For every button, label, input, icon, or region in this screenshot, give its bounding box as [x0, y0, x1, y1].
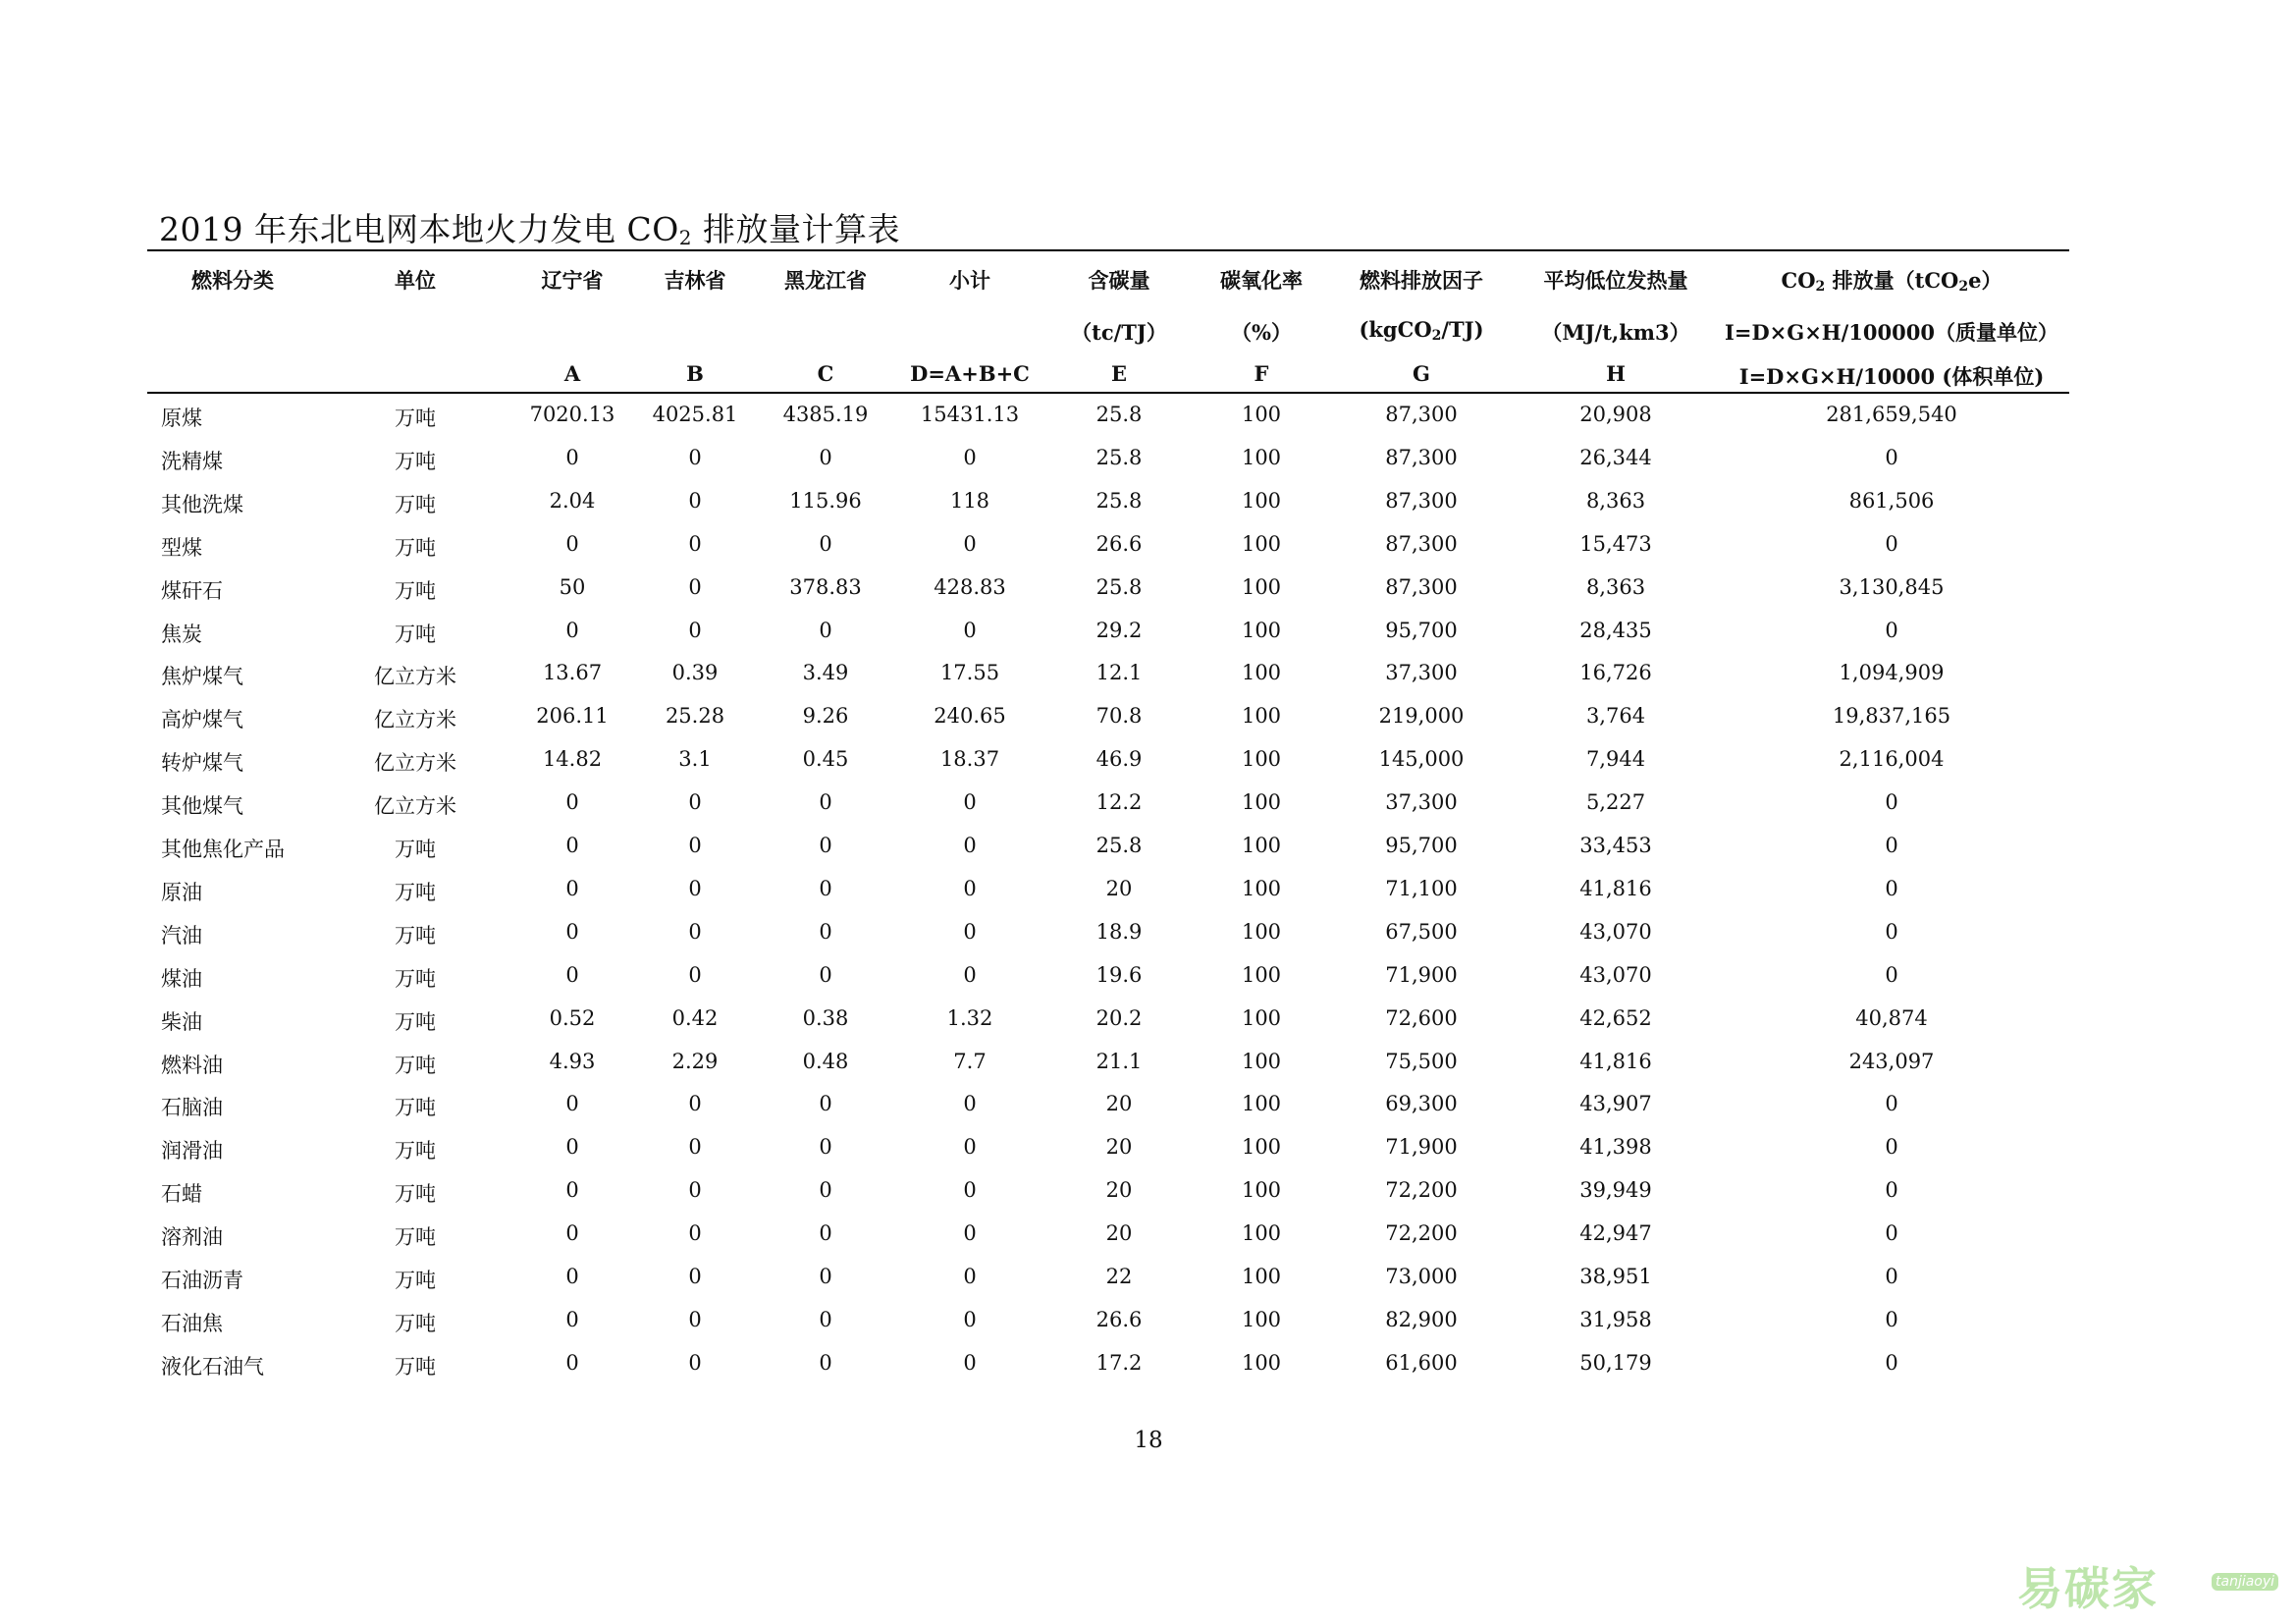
table-cell: 0.48	[802, 1050, 849, 1073]
header-text: e）	[1968, 268, 2002, 293]
table-cell: 25.8	[1095, 403, 1143, 426]
table-cell: 0	[688, 790, 702, 814]
table-cell: 0	[819, 1308, 832, 1331]
table-cell: 万吨	[395, 493, 436, 516]
table-cell: 0	[1885, 1178, 1898, 1202]
table-cell: 万吨	[395, 1269, 436, 1292]
header-cell: （tc/TJ）	[1071, 320, 1167, 345]
header-text: 排放量（tCO	[1825, 268, 1959, 293]
table-cell: 0	[963, 877, 977, 900]
header-cell: 燃料排放因子	[1360, 268, 1483, 293]
table-cell: 0	[1885, 1351, 1898, 1375]
table-cell: 72,200	[1385, 1178, 1458, 1202]
table-cell: 39,949	[1579, 1178, 1652, 1202]
table-cell: 43,907	[1579, 1092, 1652, 1115]
table-cell: 15431.13	[920, 403, 1020, 426]
header-text: 2	[1815, 279, 1826, 295]
table-cell: 25.8	[1095, 575, 1143, 599]
table-cell: 0	[688, 920, 702, 944]
table-cell: 67,500	[1385, 920, 1458, 944]
table-cell: 25.8	[1095, 834, 1143, 857]
table-cell: 25.8	[1095, 446, 1143, 469]
table-cell: 38,951	[1579, 1265, 1652, 1288]
table-cell: 5,227	[1585, 790, 1646, 814]
fuel-type-cell: 石油沥青	[161, 1269, 243, 1292]
fuel-type-cell: 煤油	[161, 967, 202, 991]
table-cell: 0	[1885, 834, 1898, 857]
table-cell: 0	[565, 834, 579, 857]
table-cell: 69,300	[1385, 1092, 1458, 1115]
fuel-type-cell: 石蜡	[161, 1182, 202, 1206]
table-cell: 12.1	[1095, 661, 1143, 684]
fuel-type-cell: 燃料油	[161, 1054, 223, 1077]
table-cell: 0.45	[802, 747, 849, 771]
table-cell: 100	[1241, 1351, 1282, 1375]
table-cell: 0	[565, 1265, 579, 1288]
table-cell: 亿立方米	[374, 794, 456, 818]
fuel-type-cell: 汽油	[161, 924, 202, 947]
table-cell: 145,000	[1378, 747, 1465, 771]
table-cell: 0	[819, 963, 832, 987]
fuel-type-cell: 原煤	[161, 406, 202, 430]
table-cell: 14.82	[542, 747, 603, 771]
table-cell: 25.28	[665, 704, 725, 728]
table-cell: 87,300	[1385, 575, 1458, 599]
table-cell: 72,200	[1385, 1221, 1458, 1245]
table-cell: 1.32	[946, 1006, 993, 1030]
table-cell: 378.83	[789, 575, 862, 599]
table-cell: 26.6	[1095, 532, 1143, 556]
table-cell: 12.2	[1095, 790, 1143, 814]
table-cell: 0	[1885, 790, 1898, 814]
table-cell: 100	[1241, 1092, 1282, 1115]
table-cell: 100	[1241, 661, 1282, 684]
table-cell: 70.8	[1095, 704, 1143, 728]
fuel-type-cell: 转炉煤气	[161, 751, 243, 775]
table-cell: 0	[819, 1265, 832, 1288]
fuel-type-cell: 其他洗煤	[161, 493, 243, 516]
table-cell: 0	[688, 834, 702, 857]
table-cell: 1,094,909	[1839, 661, 1945, 684]
table-cell: 0	[565, 877, 579, 900]
table-cell: 19,837,165	[1832, 704, 1951, 728]
table-cell: 0	[688, 877, 702, 900]
fuel-type-cell: 其他焦化产品	[161, 838, 285, 861]
table-cell: 0	[963, 1178, 977, 1202]
table-top-rule	[147, 249, 2069, 251]
table-cell: 0	[963, 532, 977, 556]
table-cell: 100	[1241, 403, 1282, 426]
table-cell: 0	[565, 1092, 579, 1115]
table-cell: 61,600	[1385, 1351, 1458, 1375]
table-cell: 0	[963, 1265, 977, 1288]
header-cell: 平均低位发热量	[1543, 268, 1688, 293]
table-cell: 0	[1885, 619, 1898, 642]
table-cell: 29.2	[1095, 619, 1143, 642]
header-cell: A	[563, 361, 581, 386]
table-cell: 95,700	[1385, 619, 1458, 642]
header-cell: 碳氧化率	[1220, 268, 1303, 293]
table-cell: 0	[963, 790, 977, 814]
header-cell: 黑龙江省	[784, 268, 867, 293]
header-cell: B	[686, 361, 704, 386]
table-cell: 0	[819, 1351, 832, 1375]
fuel-type-cell: 其他煤气	[161, 794, 243, 818]
table-cell: 20	[1105, 1092, 1133, 1115]
table-cell: 0	[688, 1221, 702, 1245]
table-cell: 20	[1105, 1178, 1133, 1202]
header-text: /TJ)	[1441, 317, 1484, 342]
table-cell: 100	[1241, 619, 1282, 642]
table-cell: 万吨	[395, 924, 436, 947]
table-cell: 87,300	[1385, 446, 1458, 469]
table-cell: 20	[1105, 1221, 1133, 1245]
table-cell: 18.9	[1095, 920, 1143, 944]
table-cell: 0	[819, 1221, 832, 1245]
table-cell: 0	[1885, 446, 1898, 469]
table-cell: 0	[688, 619, 702, 642]
table-cell: 87,300	[1385, 532, 1458, 556]
table-cell: 0	[819, 1135, 832, 1159]
table-cell: 2.04	[549, 489, 596, 513]
header-cell-formula-volume: I=D×G×H/10000 (体积单位)	[1738, 364, 2045, 389]
table-cell: 万吨	[395, 536, 436, 560]
table-cell: 20	[1105, 877, 1133, 900]
table-cell: 100	[1241, 489, 1282, 513]
fuel-type-cell: 洗精煤	[161, 450, 223, 473]
table-cell: 万吨	[395, 1355, 436, 1379]
table-cell: 0	[688, 963, 702, 987]
table-cell: 万吨	[395, 1312, 436, 1335]
table-cell: 9.26	[802, 704, 849, 728]
table-cell: 4025.81	[652, 403, 738, 426]
table-cell: 13.67	[542, 661, 603, 684]
table-cell: 240.65	[934, 704, 1006, 728]
table-cell: 82,900	[1385, 1308, 1458, 1331]
header-cell: （%）	[1231, 320, 1292, 345]
table-cell: 100	[1241, 1221, 1282, 1245]
header-cell: 小计	[949, 268, 990, 293]
table-cell: 万吨	[395, 623, 436, 646]
header-cell: 燃料分类	[191, 268, 274, 293]
header-cell: F	[1254, 361, 1269, 386]
table-cell: 219,000	[1378, 704, 1465, 728]
fuel-type-cell: 润滑油	[161, 1139, 223, 1163]
table-cell: 16,726	[1579, 661, 1652, 684]
table-cell: 0	[1885, 532, 1898, 556]
table-cell: 118	[949, 489, 990, 513]
table-cell: 243,097	[1848, 1050, 1935, 1073]
watermark-small-text: tanjiaoyi	[2212, 1573, 2278, 1591]
table-cell: 100	[1241, 834, 1282, 857]
table-cell: 3,764	[1585, 704, 1646, 728]
table-cell: 8,363	[1585, 575, 1646, 599]
table-cell: 42,947	[1579, 1221, 1652, 1245]
table-cell: 0	[1885, 920, 1898, 944]
header-cell-emission-factor-unit	[1359, 317, 1483, 344]
table-cell: 861,506	[1848, 489, 1935, 513]
table-cell: 3.49	[802, 661, 849, 684]
table-cell: 万吨	[395, 1096, 436, 1119]
table-cell: 0	[688, 575, 702, 599]
table-cell: 0.39	[671, 661, 719, 684]
header-cell-formula-mass: I=D×G×H/100000（质量单位）	[1725, 320, 2058, 345]
header-cell: C	[817, 361, 834, 386]
header-cell: H	[1606, 361, 1626, 386]
table-cell: 26.6	[1095, 1308, 1143, 1331]
table-cell: 0	[565, 1178, 579, 1202]
table-cell: 43,070	[1579, 920, 1652, 944]
table-cell: 0	[963, 619, 977, 642]
fuel-type-cell: 石油焦	[161, 1312, 223, 1335]
table-cell: 0	[688, 1178, 702, 1202]
table-cell: 41,816	[1579, 877, 1652, 900]
table-cell: 0	[819, 532, 832, 556]
table-cell: 0	[963, 1351, 977, 1375]
fuel-type-cell: 焦炉煤气	[161, 665, 243, 688]
table-cell: 73,000	[1385, 1265, 1458, 1288]
table-cell: 0	[1885, 1135, 1898, 1159]
header-cell: 吉林省	[664, 268, 726, 293]
table-cell: 万吨	[395, 406, 436, 430]
header-text: 2	[1958, 279, 1969, 295]
table-cell: 100	[1241, 1135, 1282, 1159]
table-cell: 0	[963, 920, 977, 944]
table-cell: 0	[819, 619, 832, 642]
table-cell: 50	[559, 575, 586, 599]
table-cell: 50,179	[1579, 1351, 1652, 1375]
table-cell: 亿立方米	[374, 665, 456, 688]
table-cell: 万吨	[395, 1054, 436, 1077]
table-cell: 0	[565, 1351, 579, 1375]
table-cell: 95,700	[1385, 834, 1458, 857]
table-cell: 20.2	[1095, 1006, 1143, 1030]
header-cell-co2-emission	[1782, 265, 2002, 295]
table-cell: 万吨	[395, 967, 436, 991]
table-cell: 0	[565, 790, 579, 814]
table-cell: 0	[1885, 1221, 1898, 1245]
table-cell: 41,816	[1579, 1050, 1652, 1073]
table-cell: 206.11	[536, 704, 609, 728]
table-cell: 71,900	[1385, 1135, 1458, 1159]
table-cell: 万吨	[395, 450, 436, 473]
table-cell: 万吨	[395, 1139, 436, 1163]
table-cell: 100	[1241, 747, 1282, 771]
table-cell: 7020.13	[529, 403, 615, 426]
table-cell: 100	[1241, 1178, 1282, 1202]
table-cell: 0	[963, 1221, 977, 1245]
fuel-type-cell: 型煤	[161, 536, 202, 560]
fuel-type-cell: 原油	[161, 881, 202, 904]
table-cell: 0	[688, 1308, 702, 1331]
table-cell: 46.9	[1095, 747, 1143, 771]
table-cell: 19.6	[1095, 963, 1143, 987]
table-cell: 100	[1241, 1050, 1282, 1073]
table-cell: 0	[819, 834, 832, 857]
table-cell: 100	[1241, 446, 1282, 469]
table-cell: 3.1	[678, 747, 712, 771]
table-cell: 亿立方米	[374, 708, 456, 731]
table-cell: 万吨	[395, 1182, 436, 1206]
table-cell: 万吨	[395, 1225, 436, 1249]
table-cell: 100	[1241, 704, 1282, 728]
table-cell: 0	[565, 963, 579, 987]
table-cell: 0	[819, 1178, 832, 1202]
table-cell: 4.93	[549, 1050, 596, 1073]
table-cell: 3,130,845	[1839, 575, 1945, 599]
table-cell: 26,344	[1579, 446, 1652, 469]
table-cell: 0	[688, 532, 702, 556]
table-cell: 0	[688, 1351, 702, 1375]
table-cell: 0	[565, 1221, 579, 1245]
table-cell: 100	[1241, 575, 1282, 599]
table-cell: 100	[1241, 877, 1282, 900]
table-cell: 28,435	[1579, 619, 1652, 642]
table-cell: 75,500	[1385, 1050, 1458, 1073]
fuel-type-cell: 煤矸石	[161, 579, 223, 603]
table-cell: 20	[1105, 1135, 1133, 1159]
table-cell: 100	[1241, 790, 1282, 814]
table-cell: 0	[963, 1135, 977, 1159]
table-cell: 0	[819, 790, 832, 814]
table-cell: 25.8	[1095, 489, 1143, 513]
table-cell: 71,900	[1385, 963, 1458, 987]
table-cell: 0.52	[549, 1006, 596, 1030]
watermark-logo	[2017, 1553, 2292, 1615]
table-cell: 8,363	[1585, 489, 1646, 513]
table-cell: 0	[819, 1092, 832, 1115]
table-cell: 31,958	[1579, 1308, 1652, 1331]
table-cell: 20,908	[1579, 403, 1652, 426]
table-cell: 万吨	[395, 579, 436, 603]
table-cell: 40,874	[1855, 1006, 1928, 1030]
header-cell: 含碳量	[1088, 268, 1150, 293]
table-cell: 万吨	[395, 1010, 436, 1034]
table-cell: 0	[1885, 1308, 1898, 1331]
fuel-type-cell: 石脑油	[161, 1096, 223, 1119]
table-cell: 0	[1885, 1265, 1898, 1288]
fuel-type-cell: 焦炭	[161, 623, 202, 646]
table-cell: 100	[1241, 920, 1282, 944]
table-cell: 7,944	[1585, 747, 1646, 771]
header-cell: 辽宁省	[541, 268, 604, 293]
table-cell: 0.38	[802, 1006, 849, 1030]
table-cell: 0	[1885, 963, 1898, 987]
table-cell: 22	[1105, 1265, 1133, 1288]
table-cell: 100	[1241, 1006, 1282, 1030]
header-text: (kgCO	[1359, 317, 1432, 342]
table-cell: 亿立方米	[374, 751, 456, 775]
table-header-rule	[147, 392, 2069, 394]
table-cell: 2.29	[671, 1050, 719, 1073]
table-cell: 0	[1885, 1092, 1898, 1115]
table-cell: 万吨	[395, 838, 436, 861]
table-cell: 17.2	[1095, 1351, 1143, 1375]
table-cell: 71,100	[1385, 877, 1458, 900]
table-cell: 100	[1241, 963, 1282, 987]
table-cell: 0	[688, 1092, 702, 1115]
table-cell: 100	[1241, 1265, 1282, 1288]
table-cell: 37,300	[1385, 661, 1458, 684]
table-cell: 15,473	[1579, 532, 1652, 556]
table-cell: 41,398	[1579, 1135, 1652, 1159]
table-cell: 100	[1241, 532, 1282, 556]
fuel-type-cell: 高炉煤气	[161, 708, 243, 731]
table-cell: 0	[963, 963, 977, 987]
table-cell: 0	[565, 1135, 579, 1159]
table-cell: 万吨	[395, 881, 436, 904]
table-cell: 37,300	[1385, 790, 1458, 814]
table-cell: 281,659,540	[1826, 403, 1957, 426]
table-cell: 17.55	[939, 661, 1000, 684]
table-cell: 0	[565, 619, 579, 642]
table-cell: 21.1	[1095, 1050, 1143, 1073]
table-cell: 428.83	[934, 575, 1006, 599]
page-number: 18	[1134, 1428, 1163, 1453]
table-cell: 18.37	[939, 747, 1000, 771]
table-cell: 0	[688, 1265, 702, 1288]
table-cell: 0	[963, 1308, 977, 1331]
table-cell: 2,116,004	[1839, 747, 1945, 771]
table-cell: 0.42	[671, 1006, 719, 1030]
fuel-type-cell: 柴油	[161, 1010, 202, 1034]
table-cell: 0	[565, 920, 579, 944]
table-cell: 0	[565, 532, 579, 556]
header-cell: （MJ/t,km3）	[1541, 320, 1690, 345]
table-cell: 0	[1885, 877, 1898, 900]
table-cell: 0	[963, 1092, 977, 1115]
watermark-text: 易碳家	[2017, 1562, 2159, 1615]
table-cell: 0	[565, 446, 579, 469]
header-cell: 单位	[395, 268, 436, 293]
table-cell: 0	[688, 1135, 702, 1159]
table-cell: 0	[819, 920, 832, 944]
header-cell: E	[1110, 361, 1128, 386]
table-cell: 0	[688, 489, 702, 513]
table-cell: 0	[963, 446, 977, 469]
header-cell: G	[1413, 361, 1430, 386]
table-cell: 0	[565, 1308, 579, 1331]
table-cell: 72,600	[1385, 1006, 1458, 1030]
table-cell: 0	[963, 834, 977, 857]
header-cell: D=A+B+C	[910, 361, 1030, 386]
table-cell: 87,300	[1385, 403, 1458, 426]
table-cell: 0	[688, 446, 702, 469]
table-cell: 0	[819, 877, 832, 900]
header-text: CO	[1781, 268, 1816, 293]
table-cell: 33,453	[1579, 834, 1652, 857]
page-title: 2019 年东北电网本地火力发电 $CO_2$ 排放量计算表	[159, 210, 900, 249]
fuel-type-cell: 液化石油气	[161, 1355, 264, 1379]
table-cell: 100	[1241, 1308, 1282, 1331]
table-cell: 42,652	[1579, 1006, 1652, 1030]
header-subscript: 2	[1431, 328, 1442, 344]
table-cell: 4385.19	[782, 403, 869, 426]
fuel-type-cell: 溶剂油	[161, 1225, 223, 1249]
table-cell: 7.7	[953, 1050, 987, 1073]
table-cell: 43,070	[1579, 963, 1652, 987]
table-cell: 115.96	[789, 489, 862, 513]
table-cell: 0	[819, 446, 832, 469]
table-cell: 87,300	[1385, 489, 1458, 513]
